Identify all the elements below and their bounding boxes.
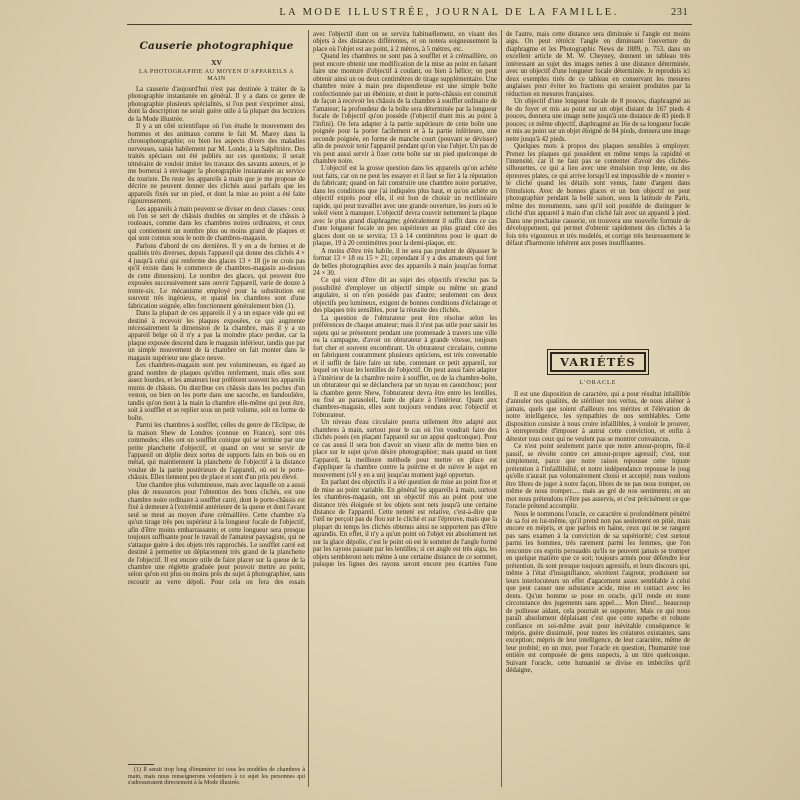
column-2 bbox=[313, 31, 497, 787]
article-paragraph: Il y a un côté scientifique où l'on étudie le mouvement des hommes et des animaux comme le fait M. Marey dans la chronophotographie; ou bien les aspects divers des maladies nerveuses, saisis habilement par M. Londe, à la Salpêtrière. Des traités spéciaux ont été publiés sur ces questions; il serait téméraire de vouloir imiter les travaux des savants auteurs, et je me bornerai à envisager la photographie instantanée au service du touriste. Du reste les appareils à main que je me propose de décrire ne peuvent donner des clichés aussi parfaits que les appareils fixés sur un pied, et dont la mise au point a été faite rigoureusement. bbox=[128, 123, 305, 206]
article-paragraph: Parlons d'abord de ces dernières. Il y en a de formes et de qualités très diverses, depuis l'appareil qui donne des clichés 4 × 4 jusqu'à celui qui renferme des glaces 13 × 18 (je ne crois pas qu'il existe dans le commerce de chambres-magasin au-dessus de cette dimension). Le nombre des glaces, qui peuvent être exposées successivement sans ouvrir l'appareil, varie de douze à trente-six. Le mécanisme employé pour la substitution est souvent très ingénieux, et quand les chambres sont d'une fabrication soignée, elles fonctionnent généralement bien (1). bbox=[128, 242, 305, 310]
varietes-title: VARIÉTÉS bbox=[560, 355, 636, 369]
article-paragraph: Dans la plupart de ces appareils il y a un espace vide qui est destiné à recevoir les plaques exposées, ce qui augmente nécessairement la dimension de la chambre, mais il y a un appareil belge où il n'y a pas la moindre place perdue, car la plaque exposée descend dans le magasin inférieur, tandis que par un simple mouvement de la chambre on fait monter dans le magasin supérieur une glace neuve. bbox=[128, 310, 305, 362]
page-number: 231 bbox=[671, 7, 689, 18]
article-body bbox=[506, 31, 690, 343]
article-paragraph: La causerie d'aujourd'hui n'est pas destinée à traiter de la photographie instantanée en général. Il y a dans ce genre de photographie plusieurs spécialités, si l'on peut s'exprimer ainsi, dont la description ne serait guère utile à la plupart des lectrices de la Mode illustrée. bbox=[128, 86, 305, 123]
article-paragraph: Une chambre plus volumineuse, mais avec laquelle on a aussi plus de ressources pour l'obtention des bons clichés, est une chambre noire ordinaire à soufflet carré, dont le porte-châssis est fixé à demeure à l'extrémité antérieure de la queue et dont l'avant seul se meut au moyen d'une crémaillère. Cette chambre n'a qu'un tirage très peu supérieur à la longueur focale de l'objectif, afin d'être moins embarrassante; et cette longueur sera presque toujours suffisante pour le travail de l'amateur paysagiste, qui ne s'attaque guère à des objets très rapprochés. Le soufflet carré est destiné à permettre un déplacement très grand de la planchette de l'objectif. Il est encore utile de faire placer sur la queue de la chambre une réglette graduée pour pouvoir mettre au point, selon qu'on est plus ou moins près du sujet à photographier, sans recourir au verre dépoli. Pour cela on fera des essais bbox=[128, 481, 305, 586]
article-paragraph: Ce qui vient d'être dit au sujet des objectifs n'exclut pas la possibilité d'employer un objectif simple ou même un grand angulaire, si on n'en possède pas d'autre; seulement ces deux objectifs peu lumineux, exigent de bonnes conditions d'éclairage et des plaques très sensibles, pour la réussite des clichés. bbox=[313, 277, 497, 315]
varietes-heading-box bbox=[550, 352, 646, 372]
article-paragraph: avec l'objectif dont on se servira habituellement, en visant des objets à des distances différentes, et on notera soigneusement la place où l'objet est au point, à 2 mètres, à 5 mètres, etc. bbox=[313, 31, 497, 53]
article-paragraph: Les chambres-magasin sont peu volumineuses, eu égard au grand nombre de plaques qu'elles renferment, mais elles sont assez lourdes, et les amateurs leur préfèrent souvent les appareils munis de châssis. On distribue ces châssis dans les poches d'un veston, ou bien on les porte dans une sacoche, en bandoulière, tandis qu'on tient à la main la chambre elle-même qui peut être, soit à soufflet et se replier sous un petit volume, soit en forme de boîte. bbox=[128, 362, 305, 422]
varietes-subtitle: L'ORACLE bbox=[579, 380, 617, 386]
article-subtitle: LA PHOTOGRAPHIE AU MOYEN D'APPAREILS A MAIN bbox=[138, 69, 295, 82]
varietes-paragraph: Il est une disposition de caractère, qui a pour résultat infaillible d'annuler nos qualités, de stériliser nos vertus, de nous aliéner à jamais, quels que soient d'ailleurs nos mérites et l'élévation de notre intelligence, les sympathies de nos semblables. Cette disposition consiste à nous croire infaillibles, à vouloir le prouver, à entreprendre d'imposer à autrui cette conviction, et enfin à détester tous ceux qui ne veulent pas se montrer convaincus. bbox=[506, 391, 690, 443]
column-3 bbox=[506, 31, 690, 787]
varietes-heading bbox=[506, 343, 690, 391]
article-heading bbox=[128, 31, 305, 86]
article-number: XV bbox=[211, 58, 222, 67]
journal-title: LA MODE ILLUSTRÉE, JOURNAL DE LA FAMILLE. bbox=[279, 7, 619, 18]
varietes-paragraph: Nous le nommons l'oracle, ce caractère si profondément pénétré de sa foi en lui-même, qu'il prend non pas seulement en pitié, mais encore en mépris, et que parfois en haine, ceux qui ne se rangent pas sans examen à la conviction de sa supériorité; c'est surtout parmi les hommes, très rarement parmi les femmes, que l'on rencontre ces esprits persuadés qu'ils ne peuvent jamais se tromper en quelque matière que ce soit; toujours armés pour défendre leur prétention, ils sont presque toujours agressifs, et leurs discours qui, même à l'état d'insignifiance, sécrètent l'aigreur, produisent sur leurs interlocuteurs un effet d'agacement assez semblable à celui que peut causer une substance acide, mise en contact avec les dents. Qu'un homme se pose en oracle, qu'il rende en toute circonstance des jugements sans appel..... Mon Dieu!... beaucoup de politesse aidant, cela pourrait se supporter. Mais ce qui nous paraît absolument déplaisant c'est que cette superbe et robuste confiance en soi-même avait pour inévitable conséquence le mépris, guère dissimulé, pour toutes les créatures existantes, sans exception; mépris de leur intelligence, de leur caractère, même de leur probité; en un mot, pour l'oracle en question, l'humanité tout entière est composée de gens suspects, à un titre quelconque. Suivant l'oracle, cette humanité se divise en imbéciles qu'il dédaigne, bbox=[506, 510, 690, 675]
article-paragraph: Quelques mots à propos des plaques sensibles à employer. Prenez les plaques qui possèdent en même temps la rapidité et l'intensité, car il ne faut pas se contenter d'avoir des clichés-silhouettes, ce qui a lieu avec une émulsion trop lente, ou des épreuves plates, ce qui arrive lorsqu'il est impossible de « monter » le cliché quand les détails sont venus, faute d'argent dans l'émulsion. Avec de bonnes glaces et un bon objectif on peut photographier pendant la belle saison, sous la latitude de Paris, même des monuments, sans qu'il soit possible de distinguer le cliché d'un appareil à main d'un cliché fait avec un appareil à pied. Dans une prochaine causerie, on trouvera une nouvelle formule de développement, qui permet d'obtenir rapidement des clichés à la fois très vigoureux et très modelés, et corrige très heureusement le défaut d'harmonie inhérent aux poses insuffisantes. bbox=[506, 143, 690, 248]
article-paragraph: A moins d'être très habile, il ne sera pas prudent de dépasser le format 13 × 18 ou 15 × 21; cependant il y a des amateurs qui font de belles photographies avec des appareils à main jusqu'au format 24 × 30. bbox=[313, 247, 497, 277]
article-body bbox=[128, 86, 305, 761]
article-paragraph: Quand les chambres ne sont pas à soufflet et à crémaillère, on peut encore obtenir une modification de la mise au point en faisant faire une monture d'objectif à coulant, ou bien à hélice; on peut obtenir ainsi un ou deux centimètres de tirage supplémentaire. Une chambre noire à main peu dispendieuse est une simple boîte confectionnée par un ébéniste, et dont le porte-châssis est construit de façon à recevoir les châssis de la chambre à soufflet ordinaire de l'amateur; la profondeur de la boîte sera déterminée par la longueur focale de l'objectif qu'on possède (l'objectif étant mis au point à l'infini). On fera adapter à la partie supérieure de cette boîte une poignée pour la porter facilement et à la partie inférieure, une seconde poignée, en forme de manche court (pouvant se dévisser) afin de pouvoir tenir l'appareil pendant qu'on vise l'objet. Un pas de vis peut aussi servir à fixer cette boîte sur un pied quelconque de chambre noire. bbox=[313, 53, 497, 165]
varietes-body bbox=[506, 391, 690, 787]
column-1 bbox=[128, 31, 305, 787]
article-paragraph: Un objectif d'une longueur focale de 8 pouces, diaphragmé au 8e du foyer et mis au point sur un objet distant de 167 pieds 4 pouces, donnera une image nette jusqu'à une distance de 83 pieds 8 pouces; ce même objectif, diaphragmé au 16e de sa longueur focale et mis au point sur un objet éloigné de 84 pieds, donnera une image nette jusqu'à 42 pieds. bbox=[506, 98, 690, 143]
column-rule bbox=[501, 30, 502, 787]
article-body bbox=[313, 31, 497, 787]
footnote: (1) Il serait trop long d'énumérer ici tous les modèles de chambres à main, mais nous renseignerons volontiers à ce sujet les personnes qui s'adresseraient directement à la Mode illustrée. bbox=[128, 766, 305, 787]
article-paragraph: Un niveau d'eau circulaire pourra utilement être adapté aux chambres à main, surtout pour le cas où l'on voudrait faire des clichés posés (en plaçant l'appareil sur un appui quelconque). Pour ce cas aussi il sera bon d'avoir un viseur afin de mettre bien en place sur le sujet qu'on désire photographier; mais quand on tient l'appareil, la meilleure méthode pour mettre en place est d'appliquer la chambre contre la poitrine et de suivre le sujet en mouvement (s'il y en a un) jusqu'au moment jugé opportun. bbox=[313, 419, 497, 479]
article-paragraph: En parlant des objectifs il a été question de mise au point fixe et de mise au point variable. En général les appareils à main, surtout les chambres-magasin, ont un objectif mis au point pour une distance très éloignée et les objets sont nets jusqu'à une certaine distance de l'appareil. Cette netteté est relative, c'est-à-dire que l'œil ne perçoit pas de flou sur le cliché et sur l'épreuve, mais que la plupart du temps les clichés obtenus ainsi ne supportent pas d'être agrandis. En effet, il n'y a qu'un point où l'objet est absolument net sur la glace dépolie, c'est le point où est le sommet de l'angle formé par les rayons passant par les lentilles; si cet angle est très aigu, les objets sembleront nets même à une certaine distance de ce sommet, puisque les lignes des rayons seront encore peu écartées l'une bbox=[313, 479, 497, 569]
article-paragraph: Les appareils à main peuvent se diviser en deux classes : ceux où l'on se sert de châssis doubles ou simples et de châssis à rouleaux, comme dans les chambres noires ordinaires, et ceux qui contiennent un nombre plus ou moins grand de plaques et qui sont connus sous le nom de chambres-magasin. bbox=[128, 205, 305, 243]
varietes-paragraph: Ce n'est point seulement parce que notre amour-propre, fût-il passif, se révolte contre cet amour-propre agressif; c'est, tout simplement, parce que notre raison repousse cette injuste prétention à l'infaillibilité, et notre indépendance repousse le joug qu'elle n'aurait pas volontairement choisi et accepté; nous voulons être libres de juger à notre façon, libres de ne pas nous tromper, ou même de nous tromper..... mais au gré de nos sentiments; en un mot nous prétendons n'être pas asservis, et c'est précisément ce que l'oracle prétend accomplir. bbox=[506, 443, 690, 511]
header-rule bbox=[127, 24, 692, 25]
article-paragraph: Parmi les chambres à soufflet, celles du genre de l'Eclipse, de la maison Shew de Londres (connue en France), sont très commodes; elles ont un soufflet conique qui se termine par une petite planchette d'objectif, et quand on veut se servir de l'appareil on déplie deux sortes de supports faits en bois ou en métal, qui maintiennent la planchette de l'objectif à la distance voulue de la partie postérieure de l'appareil, où est le porte-châssis. Elles tiennent peu de place et sont d'un prix peu élevé. bbox=[128, 422, 305, 482]
footnote-rule bbox=[128, 764, 154, 765]
article-title: Causerie photographique bbox=[139, 40, 294, 52]
article-paragraph: de l'autre, mais cette distance sera diminuée si l'angle est moins aigu. On peut rétrécir l'angle en diminuant l'ouverture du diaphragme et les Photographic News de 1889, p. 753, dans un excellent article de M. W. Cheyney, donnent un tableau très intéressant au sujet des images nettes à une distance déterminée, avec un objectif d'une longueur focale déterminée. Je reproduis ici deux exemples tirés de ce tableau en conservant les mesures anglaises pour éviter les fractions qui seraient produites par la réduction en mesures françaises. bbox=[506, 31, 690, 98]
article-paragraph: L'objectif est la grosse question dans les appareils qu'on achète tout faits, car on ne peut les essayer et il faut se fier à la réputation du fabricant; quand on fait construire une chambre noire portative, dans les conditions que j'ai indiquées plus haut, et qu'on achète un objectif exprès pour elle, il est bon de choisir un rectilinéaire rapide, qui peut travailler avec une grande ouverture, les jours où le soleil vient à manquer. L'objectif devra couvrir nettement la plaque avec le plus grand diaphragme; généralement il suffit dans ce cas d'une longueur focale un peu supérieure au plus grand côté des glaces dont on se servira; 13 à 14 centimètres pour le quart de plaque, 19 à 20 centimètres pour la demi-plaque, etc. bbox=[313, 165, 497, 248]
article-paragraph: La question de l'obturateur peut être résolue selon les préférences de chaque amateur; mais il n'est pas utile pour saisir les sujets qui se présentent pendant une promenade à travers une ville ou la campagne, d'avoir un obturateur à grande vitesse, toujours fort cher et souvent encombrant. Un obturateur circulaire, comme en fabriquent couramment plusieurs opticiens, est très convenable et il suffit de faire faire un tube, contenant ce petit appareil, sur lequel on visse les lentilles de l'objectif. On peut aussi faire adapter à l'intérieur de la chambre noire à soufflet, ou de la chambre-boîte, un obturateur qui se déclanchera par un tuyau en caoutchouc; pour la chambre genre Shew, l'obturateur devra être entre les lentilles, ou fixé au parasoleil, faute de place à l'intérieur. Quant aux chambres-magasin, elles sont toujours vendues avec l'objectif et l'obturateur. bbox=[313, 314, 497, 419]
column-rule bbox=[308, 30, 309, 787]
